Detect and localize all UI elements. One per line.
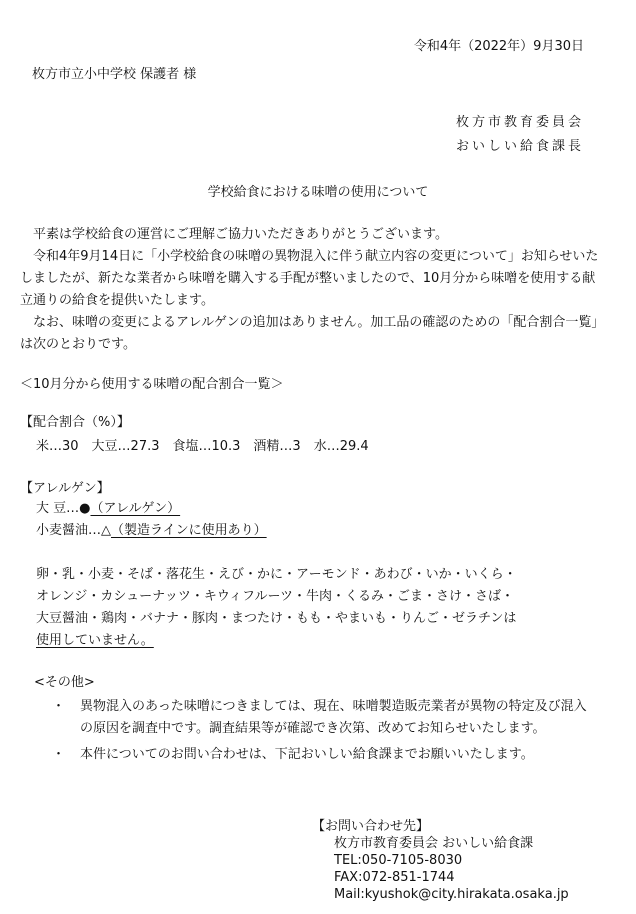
issue-date: 令和4年（2022年）9月30日	[413, 39, 584, 54]
note-item	[52, 744, 592, 766]
contact-phone: TEL:050-7105-8030	[334, 853, 463, 868]
addressee: 枚方市立小中学校 保護者 様	[32, 67, 197, 82]
other-heading: <その他>	[34, 675, 95, 690]
contact-block	[312, 818, 569, 903]
allergen-free-line	[36, 630, 606, 652]
sender-organization: 枚方市教育委員会	[455, 115, 584, 130]
body-paragraphs	[20, 224, 604, 356]
allergen-soy-line	[36, 502, 180, 515]
allergen-free-line: 卵・乳・小麦・そば・落花生・えび・かに・アーモンド・あわび・いか・いくら・	[36, 567, 517, 582]
ratio-heading: 【配合割合（%）】	[20, 415, 130, 430]
bullet-mark: ・	[52, 699, 66, 714]
allergen-wheat-line	[36, 524, 267, 537]
contact-heading: 【お問い合わせ先】	[312, 819, 430, 834]
allergen-wheat-label: 小麦醤油…△	[36, 523, 111, 538]
allergen-soy-label: 大 豆…●	[36, 501, 91, 516]
allergen-heading: 【アレルゲン】	[20, 481, 110, 496]
not-used-statement: 使用していません。	[36, 633, 154, 648]
paragraph-greeting: 平素は学校給食の運営にご理解ご協力いただきありがとうございます。	[33, 227, 448, 242]
note-investigation: 異物混入のあった味噌につきましては、現在、味噌製造販売業者が異物の特定及び混入の原因を調査中です。調査結果等が確認でき次第、改めてお知らせいたします。	[80, 699, 587, 736]
paragraph-allergen-note: なお、味噌の変更によるアレルゲンの追加はありません。加工品の確認のための「配合割合一覧」は次のとおりです。	[20, 315, 598, 352]
document-title: 学校給食における味噌の使用について	[207, 185, 429, 200]
allergen-soy-note: （アレルゲン）	[90, 501, 181, 516]
allergen-wheat-note: （製造ラインに使用あり）	[111, 523, 267, 538]
contact-fax: FAX:072-851-1744	[334, 870, 455, 885]
section-title: ＜10月分から使用する味噌の配合割合一覧＞	[20, 377, 284, 392]
paragraph-notice: 令和4年9月14日に「小学校給食の味噌の異物混入に伴う献立内容の変更について」お知らせいたしましたが、新たな業者から味噌を購入する手配が整いましたので、10月分から味噌を使用する献立通りの給食を提供いたします。	[20, 249, 599, 308]
contact-organization: 枚方市教育委員会 おいしい給食課	[334, 836, 534, 851]
note-item	[52, 696, 592, 740]
bullet-mark: ・	[52, 747, 66, 762]
ratio-values: 米…30 大豆…27.3 食塩…10.3 酒精…3 水…29.4	[36, 439, 369, 454]
contact-email: Mail:kyushok@city.hirakata.osaka.jp	[334, 887, 569, 902]
sender-title: おいしい給食課長	[455, 139, 584, 154]
allergen-free-line: 大豆醤油・鶏肉・バナナ・豚肉・まつたけ・もも・やまいも・りんご・ゼラチンは	[36, 611, 517, 626]
allergen-free-line: オレンジ・カシューナッツ・キウィフルーツ・牛肉・くるみ・ごま・さけ・さば・	[36, 589, 515, 604]
other-notes	[52, 696, 592, 770]
allergen-free-list	[36, 564, 606, 652]
note-inquiries: 本件についてのお問い合わせは、下記おいしい給食課までお願いいたします。	[80, 747, 534, 762]
